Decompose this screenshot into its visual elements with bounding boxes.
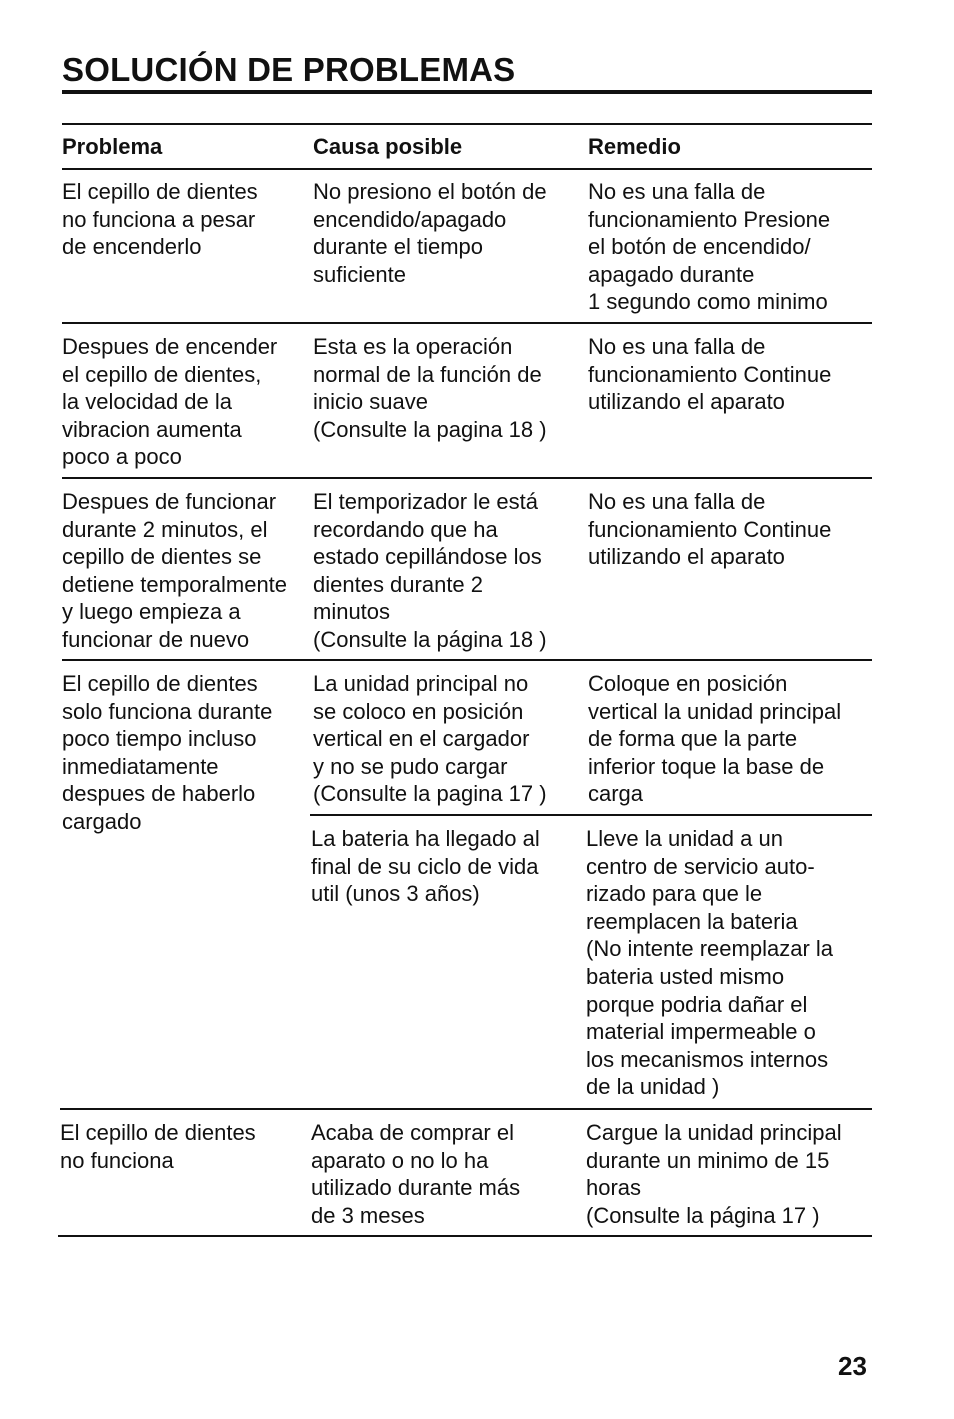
row-2-problema: Despues de encender el cepillo de dientes, la velocidad de la vibracion aumenta poco a poco	[62, 334, 278, 470]
header-bottom-rule	[62, 168, 872, 170]
row-4-remedio-b: Lleve la unidad a un centro de servicio auto- rizado para que le reemplacen la bateria (No intente reemplazar la bateria usted mismo porque podria dañar el material impermeable o los mecanismos internos de la unidad )	[586, 826, 834, 1100]
header-remedio: Remedio	[588, 134, 681, 159]
row-3-causa: El temporizador le está recordando que ha estado cepillándose los dientes durante 2 minutos (Consulte la página 18 )	[313, 489, 547, 652]
row-3-problema: Despues de funcionar durante 2 minutos, el cepillo de dientes se detiene temporalmente y luego empieza a funcionar de nuevo	[62, 489, 288, 652]
table-top-rule	[62, 123, 872, 125]
title-underline	[62, 90, 872, 94]
row-4-problema: El cepillo de dientes solo funciona durante poco tiempo incluso inmediatamente despues de haberlo cargado	[62, 671, 273, 834]
page-number: 23	[838, 1351, 867, 1381]
row-4-remedio-a: Coloque en posición vertical la unidad principal de forma que la parte inferior toque la base de carga	[588, 671, 842, 807]
row-1-causa: No presiono el botón de encendido/apagado durante el tiempo suficiente	[313, 179, 547, 287]
row-divider	[60, 1108, 872, 1110]
row-4-causa-b: La bateria ha llegado al final de su ciclo de vida util (unos 3 años)	[311, 826, 540, 907]
row-5-causa: Acaba de comprar el aparato o no lo ha utilizado durante más de 3 meses	[311, 1120, 521, 1228]
header-causa: Causa posible	[313, 134, 463, 159]
row-divider	[62, 477, 872, 479]
row-3-remedio: No es una falla de funcionamiento Continue utilizando el aparato	[588, 489, 832, 570]
row-5-problema: El cepillo de dientes no funciona	[60, 1120, 256, 1173]
row-2-remedio: No es una falla de funcionamiento Continue utilizando el aparato	[588, 334, 832, 415]
row-1-remedio: No es una falla de funcionamiento Presione el botón de encendido/ apagado durante 1 segundo como minimo	[588, 179, 831, 315]
row-divider	[62, 659, 872, 661]
header-problema: Problema	[62, 134, 163, 159]
row-2-causa: Esta es la operación normal de la función de inicio suave (Consulte la pagina 18 )	[313, 334, 547, 442]
row-5-remedio: Cargue la unidad principal durante un minimo de 15 horas (Consulte la página 17 )	[586, 1120, 842, 1228]
row-4-causa-a: La unidad principal no se coloco en posición vertical en el cargador y no se pudo cargar (Consulte la pagina 17 )	[313, 671, 547, 807]
row-1-problema: El cepillo de dientes no funciona a pesar de encenderlo	[62, 179, 258, 260]
row-divider	[62, 322, 872, 324]
sub-row-divider	[310, 814, 872, 816]
table-bottom-rule	[58, 1235, 872, 1237]
page-title: SOLUCIÓN DE PROBLEMAS	[62, 51, 516, 88]
